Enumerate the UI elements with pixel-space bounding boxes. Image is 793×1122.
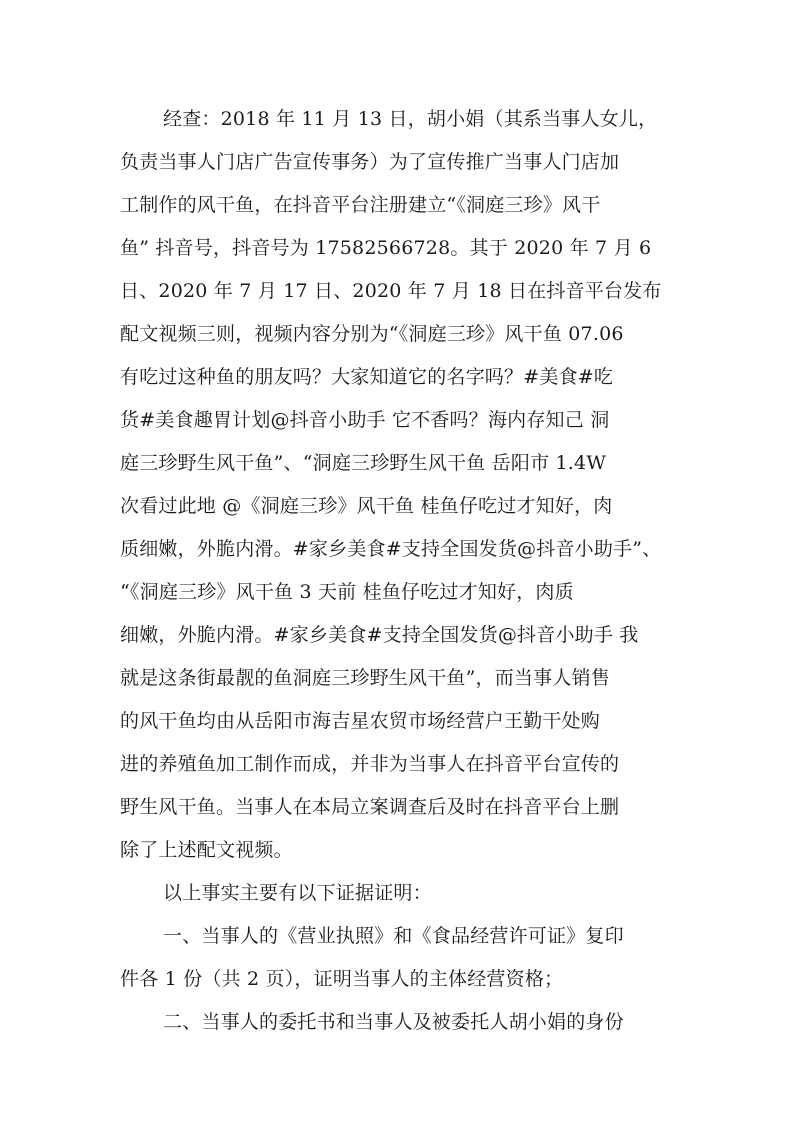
text-line: 次看过此地 @《洞庭三珍》风干鱼 桂鱼仔吃过才知好，肉 [120,495,613,517]
text-line: 件各 1 份（共 2 页），证明当事人的主体经营资格； [120,968,564,990]
text-line: 日、2020 年 7 月 17 日、2020 年 7 月 18 日在抖音平台发布 [120,280,662,302]
text-line: 有吃过这种鱼的朋友吗？大家知道它的名字吗？#美食#吃 [120,366,614,388]
text-line: 的风干鱼均由从岳阳市海吉星农贸市场经营户王勤干处购 [120,710,601,732]
text-line: 二、当事人的委托书和当事人及被委托人胡小娟的身份 [163,1011,624,1033]
text-line: 细嫩，外脆内滑。#家乡美食#支持全国发货@抖音小助手 我 [120,624,639,646]
text-line: 货#美食趣胃计划@抖音小助手 它不香吗？海内存知己 洞 [120,409,610,431]
text-line: 经查：2018 年 11 月 13 日，胡小娟（其系当事人女儿， [163,108,658,130]
text-line: 就是这条街最靓的鱼洞庭三珍野生风干鱼”，而当事人销售 [120,667,610,689]
text-line: 野生风干鱼。当事人在本局立案调查后及时在抖音平台上删 [120,796,620,818]
text-line: “《洞庭三珍》风干鱼 3 天前 桂鱼仔吃过才知好，肉质 [120,581,574,603]
text-line: 除了上述配文视频。 [120,839,293,861]
text-line: 质细嫩，外脆内滑。#家乡美食#支持全国发货@抖音小助手”、 [120,538,662,560]
text-line: 鱼” 抖音号，抖音号为 17582566728。其于 2020 年 7 月 6 [120,237,652,259]
text-line: 负责当事人门店广告宣传事务）为了宣传推广当事人门店加 [120,151,620,173]
text-line: 庭三珍野生风干鱼”、“洞庭三珍野生风干鱼 岳阳市 1.4W [120,452,607,474]
text-line: 配文视频三则，视频内容分别为“《洞庭三珍》风干鱼 07.06 [120,323,624,345]
text-line: 一、当事人的《营业执照》和《食品经营许可证》复印 [163,925,624,947]
text-line: 进的养殖鱼加工制作而成，并非为当事人在抖音平台宣传的 [120,753,620,775]
text-line: 工制作的风干鱼，在抖音平台注册建立“《洞庭三珍》风干 [120,194,601,216]
text-line: 以上事实主要有以下证据证明： [163,882,432,904]
